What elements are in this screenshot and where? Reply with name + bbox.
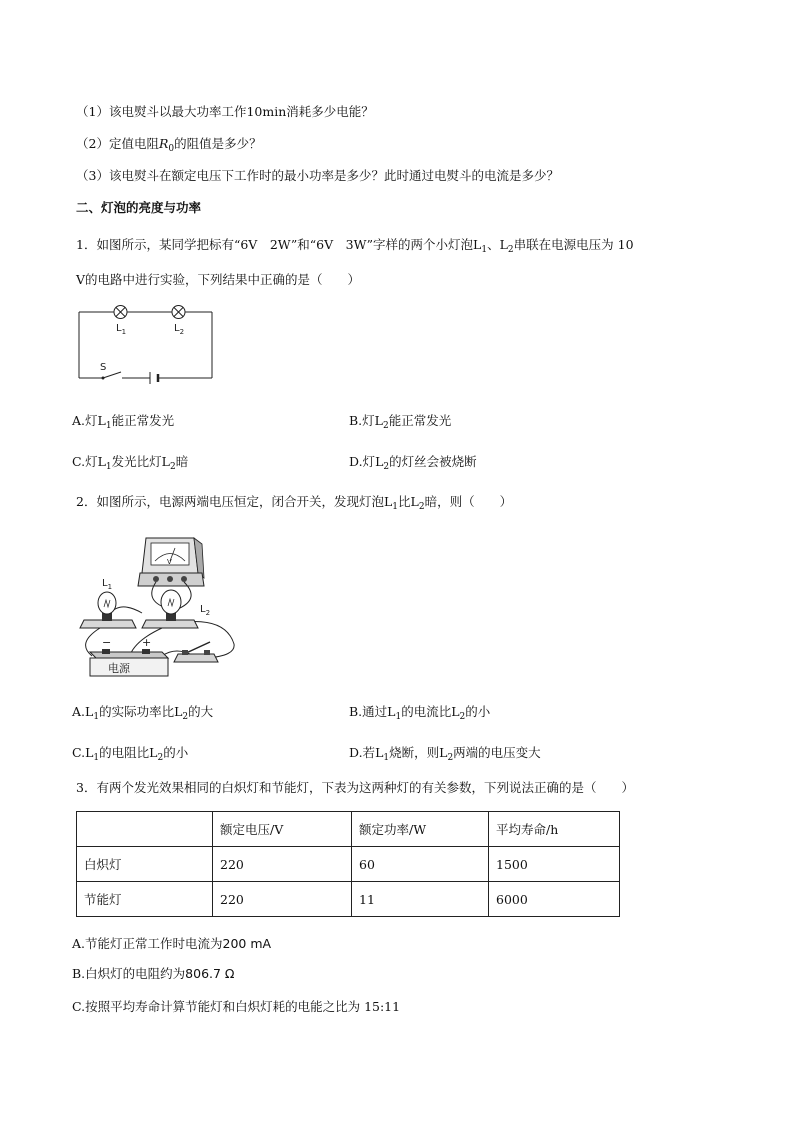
figure-label-l1: $L_1$ <box>102 578 113 591</box>
q2-apparatus-figure <box>76 528 244 678</box>
voltmeter-symbol-v: V <box>167 558 172 566</box>
q3-option-b[interactable]: B.白炽灯的电阻约为806.7 Ω <box>72 966 235 981</box>
table-row <box>77 882 620 917</box>
table-header-cell: 额定电压/V <box>213 812 352 847</box>
q1-stem-line2: V的电路中进行实验，下列结果中正确的是（ ） <box>76 272 361 287</box>
bulb-l1-drawing <box>80 592 136 628</box>
switch-pivot <box>102 377 105 380</box>
table-header-row <box>77 812 620 847</box>
q3-option-c[interactable]: C.按照平均寿命计算节能灯和白炽灯耗的电能之比为 15:11 <box>72 999 401 1014</box>
table-row <box>77 847 620 882</box>
q1-circuit-diagram <box>76 300 216 385</box>
table-cell: 1500 <box>489 847 620 882</box>
bulb-l2-drawing <box>142 590 198 628</box>
lamp-l2-symbol <box>172 306 185 319</box>
q2-option-b[interactable]: B.通过$L_1$的电流比$L_2$的小 <box>349 704 491 722</box>
table-cell: 6000 <box>489 882 620 917</box>
q1-option-d[interactable]: D.灯$L_2$的灯丝会被烧断 <box>349 454 477 472</box>
figure-label-l2: $L_2$ <box>200 604 211 617</box>
q2-stem: 2．如图所示，电源两端电压恒定，闭合开关，发现灯泡$L_1$比$L_2$暗，则（ ） <box>76 494 513 512</box>
section-title: 二、灯泡的亮度与功率 <box>76 200 202 215</box>
q1-option-c[interactable]: C.灯$L_1$发光比灯$L_2$暗 <box>72 454 189 472</box>
source-minus: − <box>102 636 112 649</box>
switch-drawing <box>174 642 218 662</box>
prev-question-1: （1）该电熨斗以最大功率工作10min消耗多少电能？ <box>76 104 374 119</box>
q3-option-a[interactable]: A.节能灯正常工作时电流为200 mA <box>72 936 272 951</box>
q1-option-a[interactable]: A.灯$L_1$能正常发光 <box>72 413 175 431</box>
circuit-label-l2: $L_2$ <box>174 323 185 336</box>
q1-stem-line1: 1．如图所示，某同学把标有“6V 2W”和“6V 3W”字样的两个小灯泡$L_1$、$L_2$串联在电源电压为 10 <box>76 237 634 255</box>
table-header-cell: 平均寿命/h <box>489 812 620 847</box>
table-cell: 220 <box>213 882 352 917</box>
prev-question-2: （2）定值电阻$R_0$的阻值是多少？ <box>76 136 262 154</box>
source-plus: + <box>142 636 152 649</box>
table-cell: 节能灯 <box>77 882 213 917</box>
q2-option-c[interactable]: $C.L_1$的电阻比$L_2$的小 <box>72 745 189 763</box>
voltmeter-drawing <box>138 538 204 586</box>
q3-parameter-table <box>76 811 620 917</box>
q2-option-d[interactable]: D.若$L_1$烧断，则$L_2$两端的电压变大 <box>349 745 541 763</box>
circuit-label-l1: $L_1$ <box>116 323 127 336</box>
table-header-cell <box>77 812 213 847</box>
prev-question-3: （3）该电熨斗在额定电压下工作时的最小功率是多少？此时通过电熨斗的电流是多少？ <box>76 168 559 183</box>
source-label: 电源 <box>108 662 130 675</box>
battery-symbol <box>150 372 158 384</box>
q3-stem: 3．有两个发光效果相同的白炽灯和节能灯，下表为这两种灯的有关参数，下列说法正确的是（ ） <box>76 780 634 795</box>
table-cell: 白炽灯 <box>77 847 213 882</box>
lamp-l1-symbol <box>114 306 127 319</box>
circuit-label-switch: S <box>100 362 107 373</box>
q2-option-a[interactable]: $A.L_1$的实际功率比$L_2$的大 <box>72 704 214 722</box>
table-header-cell: 额定功率/W <box>352 812 489 847</box>
table-cell: 60 <box>352 847 489 882</box>
table-cell: 11 <box>352 882 489 917</box>
q1-option-b[interactable]: B.灯$L_2$能正常发光 <box>349 413 452 431</box>
table-cell: 220 <box>213 847 352 882</box>
